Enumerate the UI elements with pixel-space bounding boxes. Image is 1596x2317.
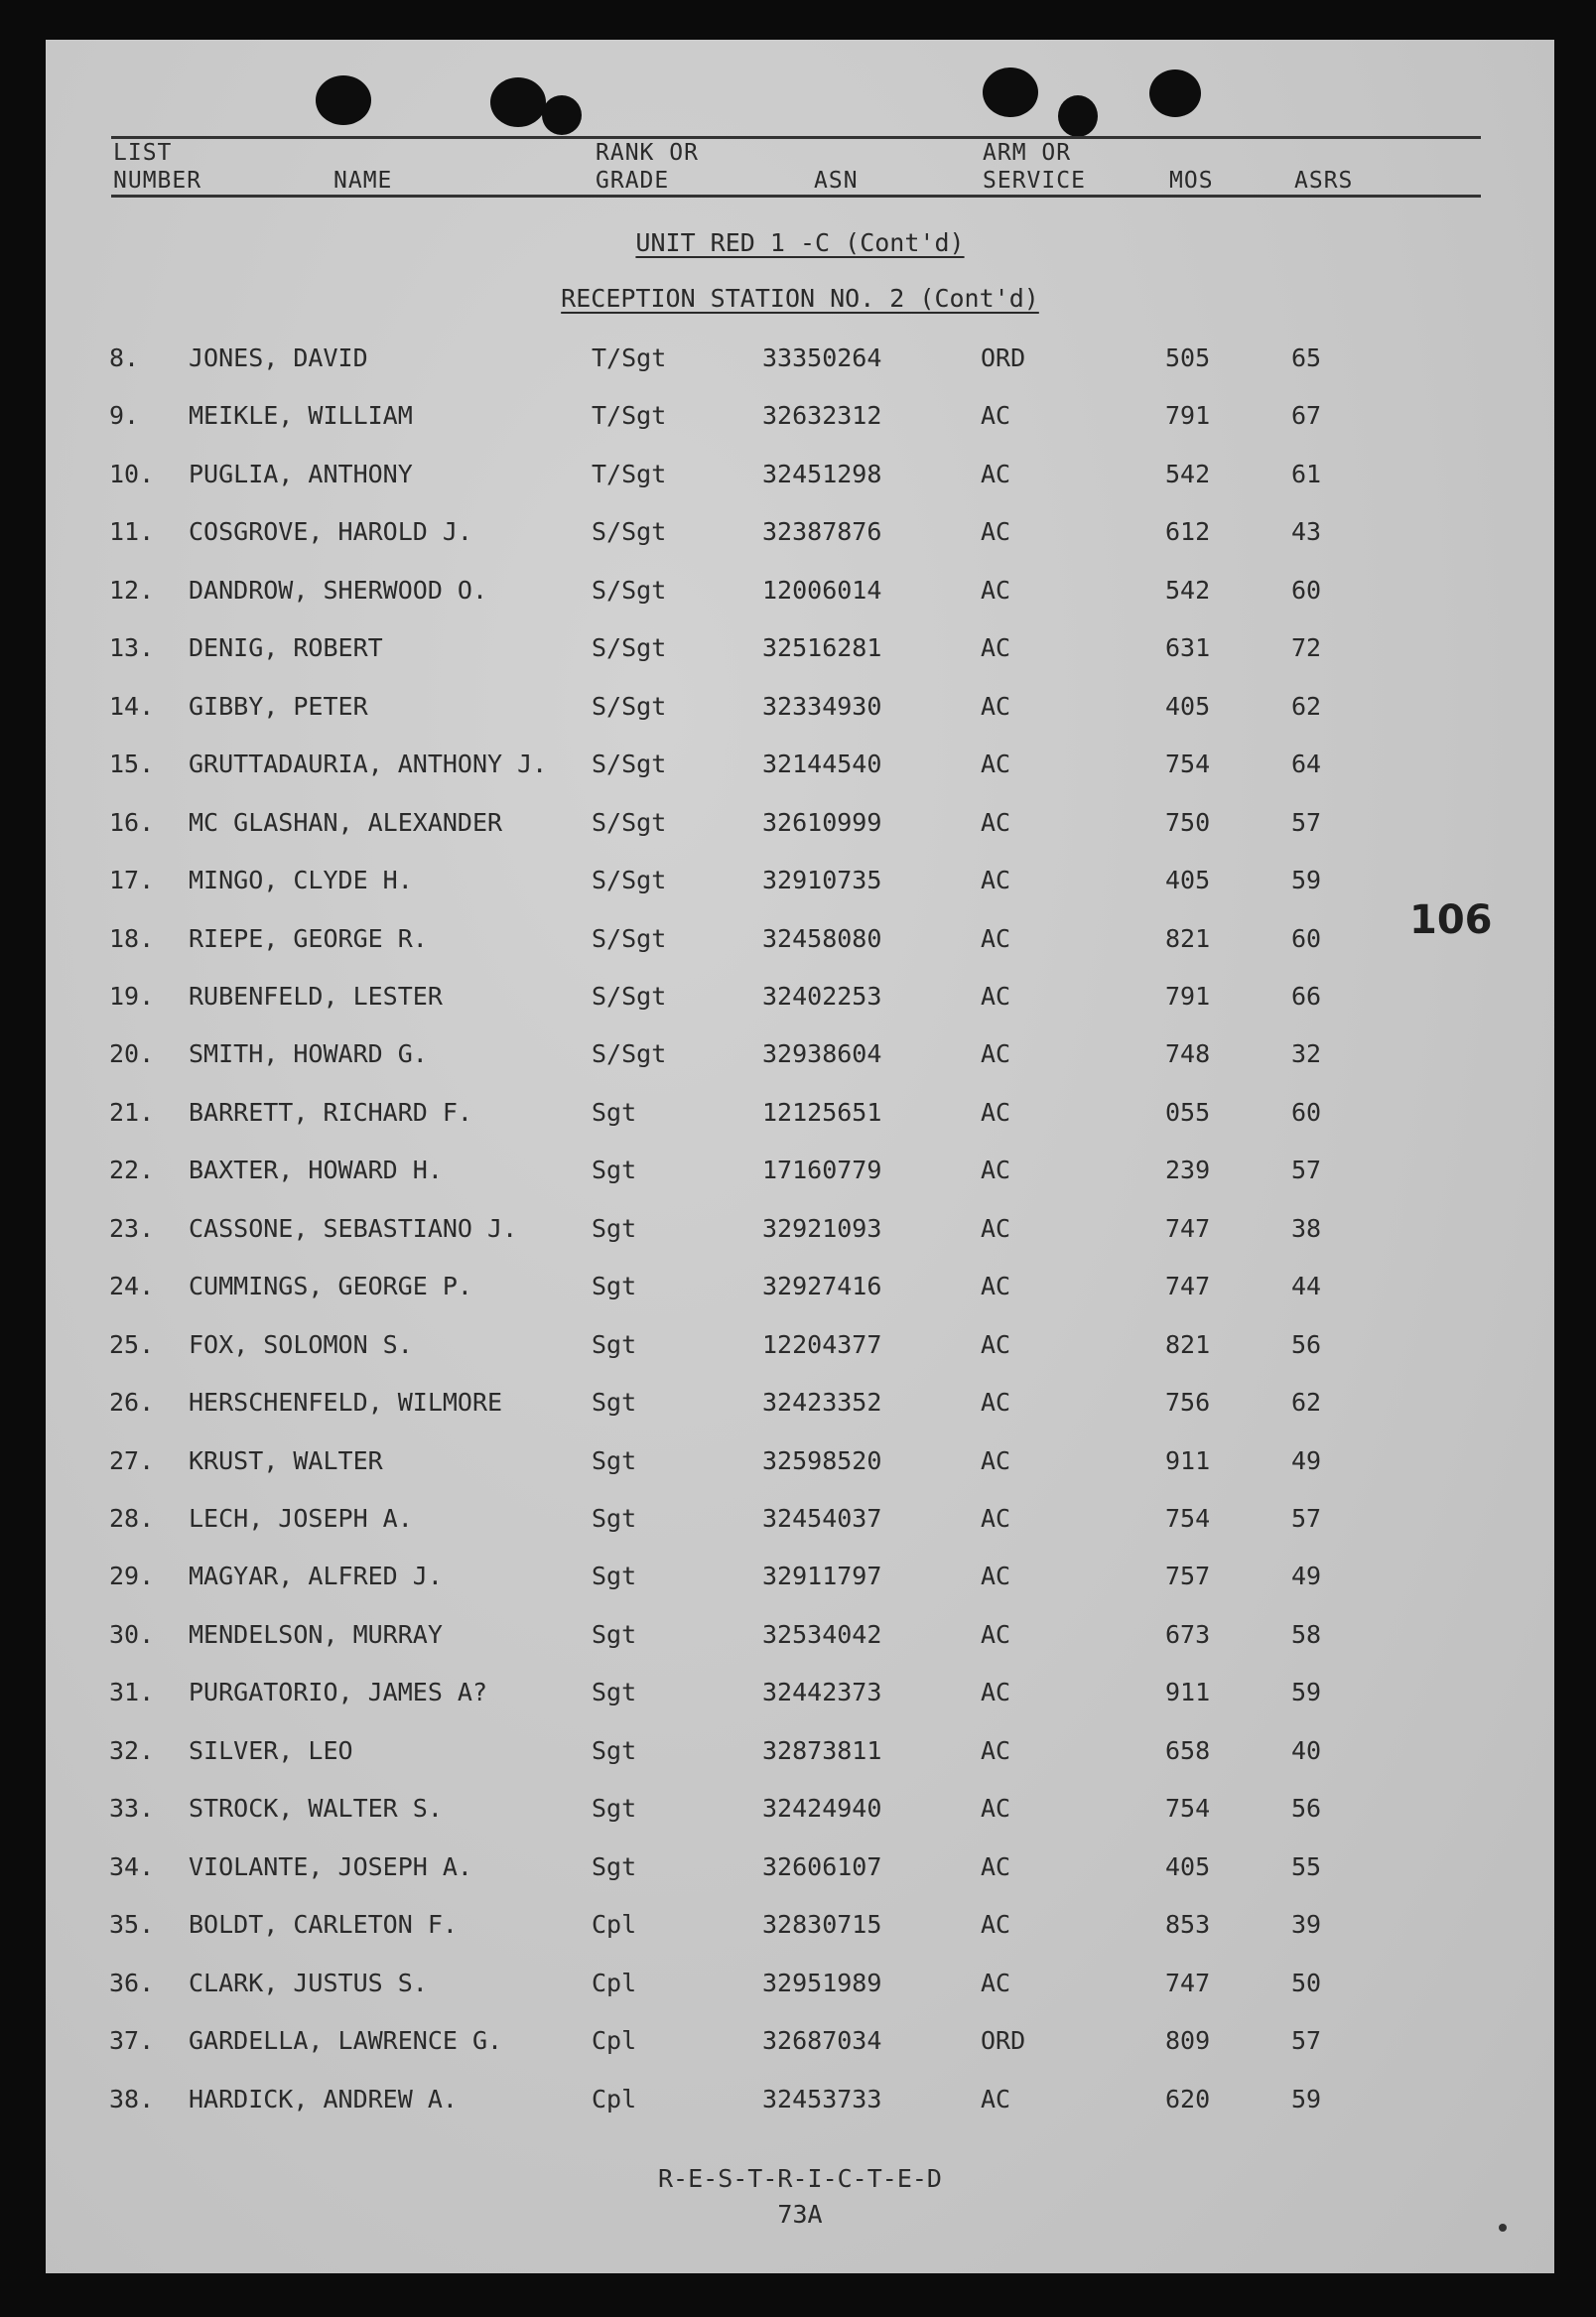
cell-asrs: 65 <box>1291 343 1322 372</box>
cell-arm-or-service: AC <box>981 1910 1011 1940</box>
table-row <box>46 802 1554 842</box>
cell-asrs: 57 <box>1291 1504 1322 1533</box>
table-row <box>46 1614 1554 1654</box>
cell-mos: 542 <box>1165 575 1211 605</box>
col-header-name: NAME <box>333 168 393 194</box>
cell-list-number: 23. <box>109 1213 155 1243</box>
cell-arm-or-service: AC <box>981 1851 1011 1881</box>
table-row <box>46 1033 1554 1073</box>
cell-list-number: 20. <box>109 1039 155 1069</box>
cell-mos: 853 <box>1165 1910 1211 1940</box>
cell-list-number: 24. <box>109 1272 155 1301</box>
cell-mos: 754 <box>1165 750 1211 779</box>
col-header-mos: MOS <box>1169 168 1214 194</box>
cell-asn: 32873811 <box>762 1735 882 1765</box>
cell-list-number: 22. <box>109 1156 155 1185</box>
cell-asn: 32911797 <box>762 1562 882 1591</box>
cell-mos: 747 <box>1165 1272 1211 1301</box>
cell-asn: 12204377 <box>762 1329 882 1359</box>
cell-name: KRUST, WALTER <box>189 1445 383 1475</box>
cell-mos: 756 <box>1165 1388 1211 1418</box>
cell-list-number: 21. <box>109 1097 155 1127</box>
cell-asn: 32144540 <box>762 750 882 779</box>
cell-asn: 32453733 <box>762 2084 882 2113</box>
cell-name: CUMMINGS, GEORGE P. <box>189 1272 472 1301</box>
cell-list-number: 17. <box>109 866 155 895</box>
cell-asn: 32910735 <box>762 866 882 895</box>
cell-asrs: 59 <box>1291 866 1322 895</box>
cell-mos: 631 <box>1165 633 1211 663</box>
cell-list-number: 9. <box>109 401 140 431</box>
cell-name: COSGROVE, HAROLD J. <box>189 517 472 547</box>
cell-arm-or-service: AC <box>981 1619 1011 1649</box>
cell-arm-or-service: AC <box>981 1562 1011 1591</box>
punch-hole <box>1149 69 1201 117</box>
cell-rank: Sgt <box>592 1851 637 1881</box>
cell-arm-or-service: AC <box>981 1272 1011 1301</box>
cell-arm-or-service: AC <box>981 1388 1011 1418</box>
cell-name: GIBBY, PETER <box>189 691 368 721</box>
col-header-asrs: ASRS <box>1294 168 1354 194</box>
cell-asn: 32387876 <box>762 517 882 547</box>
punch-hole <box>542 95 582 135</box>
cell-arm-or-service: AC <box>981 1794 1011 1824</box>
cell-asrs: 40 <box>1291 1735 1322 1765</box>
cell-asn: 32454037 <box>762 1504 882 1533</box>
cell-arm-or-service: AC <box>981 1213 1011 1243</box>
cell-asn: 32921093 <box>762 1213 882 1243</box>
cell-mos: 405 <box>1165 866 1211 895</box>
cell-mos: 239 <box>1165 1156 1211 1185</box>
cell-arm-or-service: AC <box>981 401 1011 431</box>
cell-list-number: 37. <box>109 2026 155 2056</box>
cell-name: PURGATORIO, JAMES A? <box>189 1678 488 1707</box>
cell-rank: Cpl <box>592 2026 637 2056</box>
cell-arm-or-service: AC <box>981 1735 1011 1765</box>
cell-mos: 747 <box>1165 1213 1211 1243</box>
cell-rank: Cpl <box>592 1910 637 1940</box>
cell-asrs: 72 <box>1291 633 1322 663</box>
cell-arm-or-service: AC <box>981 981 1011 1011</box>
table-row <box>46 1788 1554 1828</box>
table-row <box>46 1382 1554 1422</box>
table-row <box>46 1963 1554 2002</box>
cell-name: RIEPE, GEORGE R. <box>189 923 428 953</box>
cell-name: BOLDT, CARLETON F. <box>189 1910 458 1940</box>
cell-rank: S/Sgt <box>592 923 667 953</box>
cell-name: DENIG, ROBERT <box>189 633 383 663</box>
cell-asn: 32424940 <box>762 1794 882 1824</box>
cell-asrs: 57 <box>1291 807 1322 837</box>
cell-name: HERSCHENFELD, WILMORE <box>189 1388 503 1418</box>
cell-rank: Sgt <box>592 1388 637 1418</box>
page-number: 73A <box>777 2200 823 2229</box>
cell-arm-or-service: AC <box>981 750 1011 779</box>
cell-list-number: 26. <box>109 1388 155 1418</box>
table-row <box>46 511 1554 551</box>
cell-asrs: 57 <box>1291 1156 1322 1185</box>
cell-asn: 32451298 <box>762 459 882 488</box>
cell-list-number: 25. <box>109 1329 155 1359</box>
cell-asrs: 60 <box>1291 1097 1322 1127</box>
table-row <box>46 1730 1554 1770</box>
table-row <box>46 1498 1554 1538</box>
table-row <box>46 860 1554 899</box>
table-row <box>46 918 1554 958</box>
table-row <box>46 976 1554 1016</box>
cell-mos: 612 <box>1165 517 1211 547</box>
cell-mos: 911 <box>1165 1678 1211 1707</box>
cell-asrs: 59 <box>1291 1678 1322 1707</box>
table-row <box>46 1846 1554 1886</box>
cell-arm-or-service: AC <box>981 807 1011 837</box>
margin-page-number: 106 <box>1409 897 1493 943</box>
cell-asn: 32423352 <box>762 1388 882 1418</box>
cell-list-number: 11. <box>109 517 155 547</box>
cell-mos: 809 <box>1165 2026 1211 2056</box>
cell-name: JONES, DAVID <box>189 343 368 372</box>
cell-arm-or-service: AC <box>981 691 1011 721</box>
col-header-asn: ASN <box>814 168 859 194</box>
cell-name: STROCK, WALTER S. <box>189 1794 443 1824</box>
table-row <box>46 1150 1554 1189</box>
cell-rank: Sgt <box>592 1156 637 1185</box>
table-row <box>46 2020 1554 2060</box>
table-row <box>46 627 1554 667</box>
cell-mos: 405 <box>1165 691 1211 721</box>
cell-asn: 32402253 <box>762 981 882 1011</box>
cell-arm-or-service: AC <box>981 923 1011 953</box>
cell-asrs: 61 <box>1291 459 1322 488</box>
cell-asrs: 55 <box>1291 1851 1322 1881</box>
cell-rank: Sgt <box>592 1562 637 1591</box>
cell-arm-or-service: AC <box>981 1156 1011 1185</box>
cell-asn: 12006014 <box>762 575 882 605</box>
cell-asrs: 56 <box>1291 1329 1322 1359</box>
cell-rank: Sgt <box>592 1735 637 1765</box>
cell-rank: S/Sgt <box>592 807 667 837</box>
cell-name: CLARK, JUSTUS S. <box>189 1968 428 1997</box>
cell-rank: Sgt <box>592 1213 637 1243</box>
cell-mos: 505 <box>1165 343 1211 372</box>
col-header-arm: ARM OR SERVICE <box>983 140 1086 194</box>
cell-asrs: 49 <box>1291 1562 1322 1591</box>
cell-asrs: 60 <box>1291 575 1322 605</box>
cell-mos: 620 <box>1165 2084 1211 2113</box>
cell-name: SILVER, LEO <box>189 1735 353 1765</box>
cell-name: VIOLANTE, JOSEPH A. <box>189 1851 472 1881</box>
cell-list-number: 16. <box>109 807 155 837</box>
cell-mos: 055 <box>1165 1097 1211 1127</box>
cell-list-number: 8. <box>109 343 140 372</box>
table-row <box>46 1266 1554 1305</box>
table-row <box>46 454 1554 493</box>
cell-arm-or-service: ORD <box>981 2026 1026 2056</box>
table-row <box>46 1092 1554 1132</box>
cell-asn: 32687034 <box>762 2026 882 2056</box>
cell-asn: 32598520 <box>762 1445 882 1475</box>
cell-arm-or-service: AC <box>981 575 1011 605</box>
punch-hole <box>983 68 1038 117</box>
cell-list-number: 19. <box>109 981 155 1011</box>
cell-asrs: 62 <box>1291 1388 1322 1418</box>
cell-name: MAGYAR, ALFRED J. <box>189 1562 443 1591</box>
cell-asrs: 59 <box>1291 2084 1322 2113</box>
cell-name: BARRETT, RICHARD F. <box>189 1097 472 1127</box>
cell-mos: 750 <box>1165 807 1211 837</box>
cell-asrs: 67 <box>1291 401 1322 431</box>
cell-asrs: 57 <box>1291 2026 1322 2056</box>
cell-rank: S/Sgt <box>592 575 667 605</box>
cell-asn: 32534042 <box>762 1619 882 1649</box>
cell-list-number: 33. <box>109 1794 155 1824</box>
cell-list-number: 35. <box>109 1910 155 1940</box>
col-header-list-number: LIST NUMBER <box>113 140 202 194</box>
cell-asn: 32927416 <box>762 1272 882 1301</box>
cell-list-number: 27. <box>109 1445 155 1475</box>
punch-hole <box>1058 95 1098 137</box>
cell-asrs: 39 <box>1291 1910 1322 1940</box>
cell-mos: 754 <box>1165 1794 1211 1824</box>
cell-name: FOX, SOLOMON S. <box>189 1329 413 1359</box>
punch-hole <box>316 75 371 125</box>
cell-asn: 32632312 <box>762 401 882 431</box>
table-row <box>46 1324 1554 1364</box>
cell-asn: 32610999 <box>762 807 882 837</box>
cell-asn: 32334930 <box>762 691 882 721</box>
cell-rank: Sgt <box>592 1097 637 1127</box>
cell-arm-or-service: AC <box>981 633 1011 663</box>
cell-mos: 911 <box>1165 1445 1211 1475</box>
cell-list-number: 18. <box>109 923 155 953</box>
col-header-rank: RANK OR GRADE <box>596 140 699 194</box>
cell-rank: Sgt <box>592 1619 637 1649</box>
cell-mos: 673 <box>1165 1619 1211 1649</box>
cell-asrs: 32 <box>1291 1039 1322 1069</box>
cell-rank: Sgt <box>592 1678 637 1707</box>
table-row <box>46 338 1554 377</box>
station-heading: RECEPTION STATION NO. 2 (Cont'd) <box>561 284 1039 313</box>
cell-name: MEIKLE, WILLIAM <box>189 401 413 431</box>
cell-arm-or-service: AC <box>981 1678 1011 1707</box>
cell-mos: 748 <box>1165 1039 1211 1069</box>
unit-heading: UNIT RED 1 -C (Cont'd) <box>635 228 965 257</box>
cell-asrs: 64 <box>1291 750 1322 779</box>
cell-mos: 542 <box>1165 459 1211 488</box>
cell-name: HARDICK, ANDREW A. <box>189 2084 458 2113</box>
cell-list-number: 29. <box>109 1562 155 1591</box>
cell-list-number: 36. <box>109 1968 155 1997</box>
cell-name: BAXTER, HOWARD H. <box>189 1156 443 1185</box>
cell-arm-or-service: AC <box>981 1968 1011 1997</box>
table-row <box>46 1208 1554 1248</box>
cell-arm-or-service: AC <box>981 1329 1011 1359</box>
cell-mos: 658 <box>1165 1735 1211 1765</box>
cell-rank: Cpl <box>592 1968 637 1997</box>
table-row <box>46 744 1554 783</box>
cell-mos: 821 <box>1165 1329 1211 1359</box>
cell-name: RUBENFELD, LESTER <box>189 981 443 1011</box>
cell-name: MENDELSON, MURRAY <box>189 1619 443 1649</box>
cell-mos: 747 <box>1165 1968 1211 1997</box>
cell-list-number: 38. <box>109 2084 155 2113</box>
cell-name: MINGO, CLYDE H. <box>189 866 413 895</box>
cell-arm-or-service: AC <box>981 459 1011 488</box>
cell-rank: Sgt <box>592 1445 637 1475</box>
cell-asrs: 60 <box>1291 923 1322 953</box>
cell-asrs: 58 <box>1291 1619 1322 1649</box>
cell-arm-or-service: AC <box>981 1097 1011 1127</box>
cell-list-number: 32. <box>109 1735 155 1765</box>
cell-list-number: 31. <box>109 1678 155 1707</box>
cell-arm-or-service: AC <box>981 1445 1011 1475</box>
cell-asrs: 43 <box>1291 517 1322 547</box>
cell-mos: 791 <box>1165 401 1211 431</box>
cell-list-number: 30. <box>109 1619 155 1649</box>
table-row <box>46 686 1554 726</box>
cell-asrs: 49 <box>1291 1445 1322 1475</box>
cell-asrs: 38 <box>1291 1213 1322 1243</box>
cell-asrs: 56 <box>1291 1794 1322 1824</box>
classification-footer: R-E-S-T-R-I-C-T-E-D <box>658 2164 942 2193</box>
header-rule-bottom <box>111 195 1481 198</box>
cell-name: SMITH, HOWARD G. <box>189 1039 428 1069</box>
table-row <box>46 1556 1554 1595</box>
cell-rank: Sgt <box>592 1329 637 1359</box>
cell-list-number: 34. <box>109 1851 155 1881</box>
cell-arm-or-service: AC <box>981 1039 1011 1069</box>
cell-mos: 821 <box>1165 923 1211 953</box>
cell-asn: 32606107 <box>762 1851 882 1881</box>
cell-asrs: 66 <box>1291 981 1322 1011</box>
table-row <box>46 395 1554 435</box>
cell-rank: T/Sgt <box>592 459 667 488</box>
cell-arm-or-service: AC <box>981 866 1011 895</box>
cell-name: CASSONE, SEBASTIANO J. <box>189 1213 518 1243</box>
cell-mos: 405 <box>1165 1851 1211 1881</box>
cell-arm-or-service: AC <box>981 1504 1011 1533</box>
cell-rank: T/Sgt <box>592 343 667 372</box>
cell-arm-or-service: AC <box>981 2084 1011 2113</box>
cell-list-number: 12. <box>109 575 155 605</box>
cell-asn: 32442373 <box>762 1678 882 1707</box>
cell-name: DANDROW, SHERWOOD O. <box>189 575 488 605</box>
cell-name: PUGLIA, ANTHONY <box>189 459 413 488</box>
cell-list-number: 14. <box>109 691 155 721</box>
cell-mos: 791 <box>1165 981 1211 1011</box>
cell-asrs: 44 <box>1291 1272 1322 1301</box>
cell-asrs: 62 <box>1291 691 1322 721</box>
cell-rank: S/Sgt <box>592 691 667 721</box>
cell-rank: S/Sgt <box>592 1039 667 1069</box>
cell-arm-or-service: ORD <box>981 343 1026 372</box>
cell-list-number: 28. <box>109 1504 155 1533</box>
cell-asn: 32830715 <box>762 1910 882 1940</box>
cell-rank: S/Sgt <box>592 633 667 663</box>
cell-name: LECH, JOSEPH A. <box>189 1504 413 1533</box>
punch-hole <box>490 77 546 127</box>
table-row <box>46 1440 1554 1480</box>
cell-rank: S/Sgt <box>592 866 667 895</box>
header-rule-top <box>111 136 1481 139</box>
cell-rank: Sgt <box>592 1272 637 1301</box>
cell-asn: 12125651 <box>762 1097 882 1127</box>
cell-mos: 757 <box>1165 1562 1211 1591</box>
cell-name: GARDELLA, LAWRENCE G. <box>189 2026 503 2056</box>
cell-list-number: 15. <box>109 750 155 779</box>
cell-rank: Sgt <box>592 1794 637 1824</box>
table-row <box>46 2079 1554 2118</box>
table-row <box>46 570 1554 610</box>
cell-rank: Cpl <box>592 2084 637 2113</box>
cell-asn: 32458080 <box>762 923 882 953</box>
cell-asrs: 50 <box>1291 1968 1322 1997</box>
cell-list-number: 10. <box>109 459 155 488</box>
table-row <box>46 1904 1554 1944</box>
cell-asn: 33350264 <box>762 343 882 372</box>
cell-asn: 17160779 <box>762 1156 882 1185</box>
cell-arm-or-service: AC <box>981 517 1011 547</box>
cell-rank: S/Sgt <box>592 517 667 547</box>
cell-asn: 32951989 <box>762 1968 882 1997</box>
cell-list-number: 13. <box>109 633 155 663</box>
cell-mos: 754 <box>1165 1504 1211 1533</box>
cell-name: GRUTTADAURIA, ANTHONY J. <box>189 750 548 779</box>
cell-rank: Sgt <box>592 1504 637 1533</box>
document-page <box>46 40 1554 2273</box>
cell-name: MC GLASHAN, ALEXANDER <box>189 807 503 837</box>
cell-rank: S/Sgt <box>592 750 667 779</box>
table-row <box>46 1672 1554 1711</box>
cell-rank: T/Sgt <box>592 401 667 431</box>
cell-asn: 32938604 <box>762 1039 882 1069</box>
cell-asn: 32516281 <box>762 633 882 663</box>
cell-rank: S/Sgt <box>592 981 667 1011</box>
